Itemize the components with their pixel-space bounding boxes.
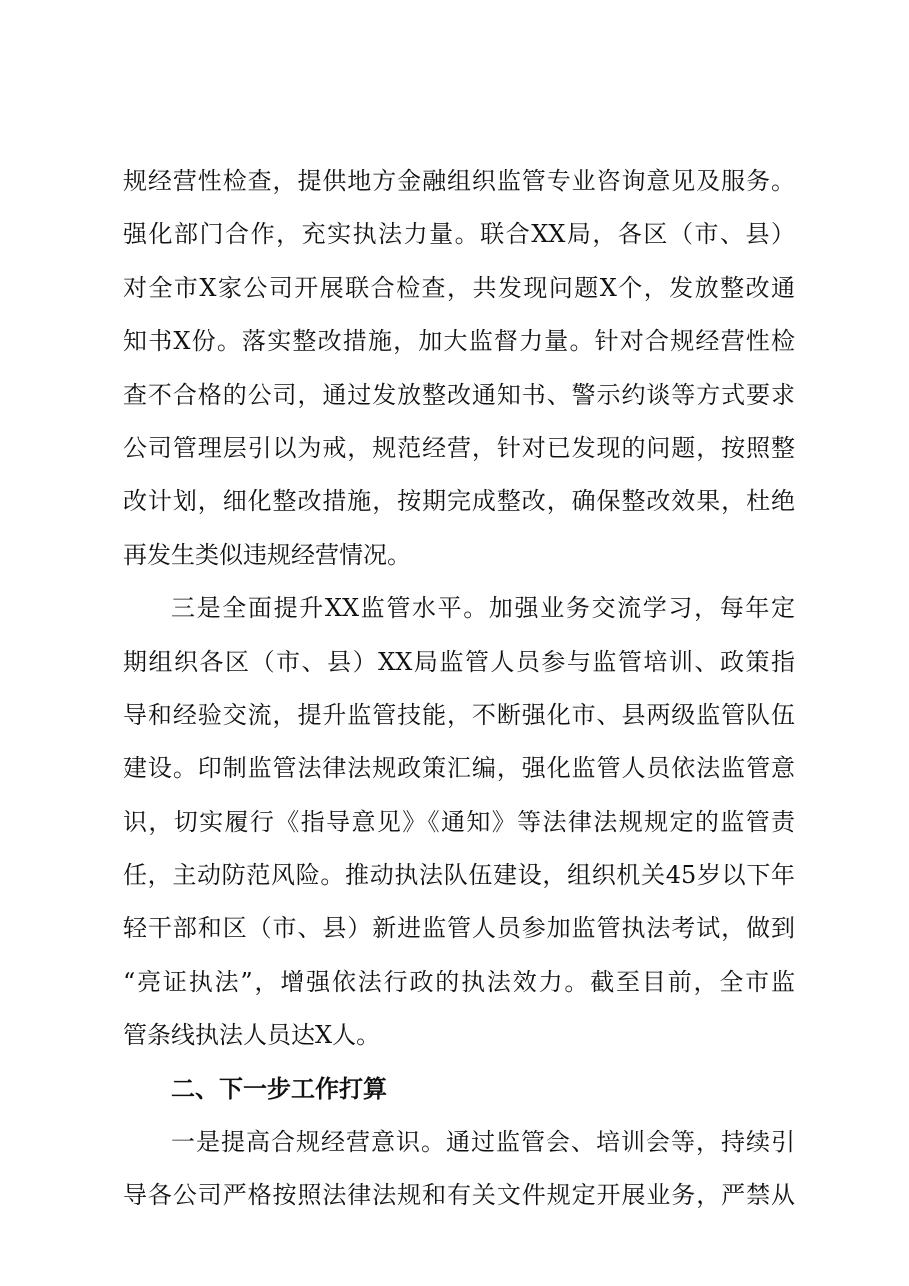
document-body bbox=[123, 155, 795, 1223]
paragraph-line: 公司管理层引以为戒，规范经营，针对已发现的问题，按照整 bbox=[123, 433, 795, 462]
paragraph-line: 规经营性检查，提供地方金融组织监管专业咨询意见及服务。 bbox=[123, 167, 795, 195]
paragraph-line: 识，切实履行《指导意见》《通知》等法律法规规定的监管责 bbox=[123, 807, 795, 836]
paragraph-line: 建设。印制监管法律法规政策汇编，强化监管人员依法监管意 bbox=[123, 754, 795, 783]
paragraph-line: 轻干部和区（市、县）新进监管人员参加监管执法考试，做到 bbox=[123, 914, 795, 943]
paragraph-line: 对全市X家公司开展联合检查，共发现问题X个，发放整改通 bbox=[123, 273, 795, 302]
paragraph-line: 再发生类似违规经营情况。 bbox=[123, 540, 411, 569]
paragraph-line: “亮证执法”，增强依法行政的执法效力。截至目前，全市监 bbox=[123, 967, 795, 996]
paragraph-line: 三是全面提升XX监管水平。加强业务交流学习，每年定 bbox=[171, 594, 795, 623]
paragraph-line: 一是提高合规经营意识。通过监管会、培训会等，持续引 bbox=[171, 1128, 795, 1157]
paragraph-line: 管条线执法人员达X人。 bbox=[123, 1021, 381, 1050]
paragraph-line: 强化部门合作，充实执法力量。联合XX局，各区（市、县） bbox=[123, 220, 795, 249]
section-heading: 二、下一步工作打算 bbox=[171, 1074, 387, 1103]
paragraph-line: 知书X份。落实整改措施，加大监督力量。针对合规经营性检 bbox=[123, 327, 795, 356]
paragraph-line: 任，主动防范风险。推动执法队伍建设，组织机关45岁以下年 bbox=[123, 861, 795, 890]
paragraph-line: 导各公司严格按照法律法规和有关文件规定开展业务，严禁从 bbox=[123, 1181, 795, 1210]
paragraph-line: 导和经验交流，提升监管技能，不断强化市、县两级监管队伍 bbox=[123, 700, 795, 729]
paragraph-line: 期组织各区（市、县）XX局监管人员参与监管培训、政策指 bbox=[123, 647, 795, 676]
paragraph-line: 查不合格的公司，通过发放整改通知书、警示约谈等方式要求 bbox=[123, 380, 795, 409]
paragraph-line: 改计划，细化整改措施，按期完成整改，确保整改效果，杜绝 bbox=[123, 487, 795, 516]
